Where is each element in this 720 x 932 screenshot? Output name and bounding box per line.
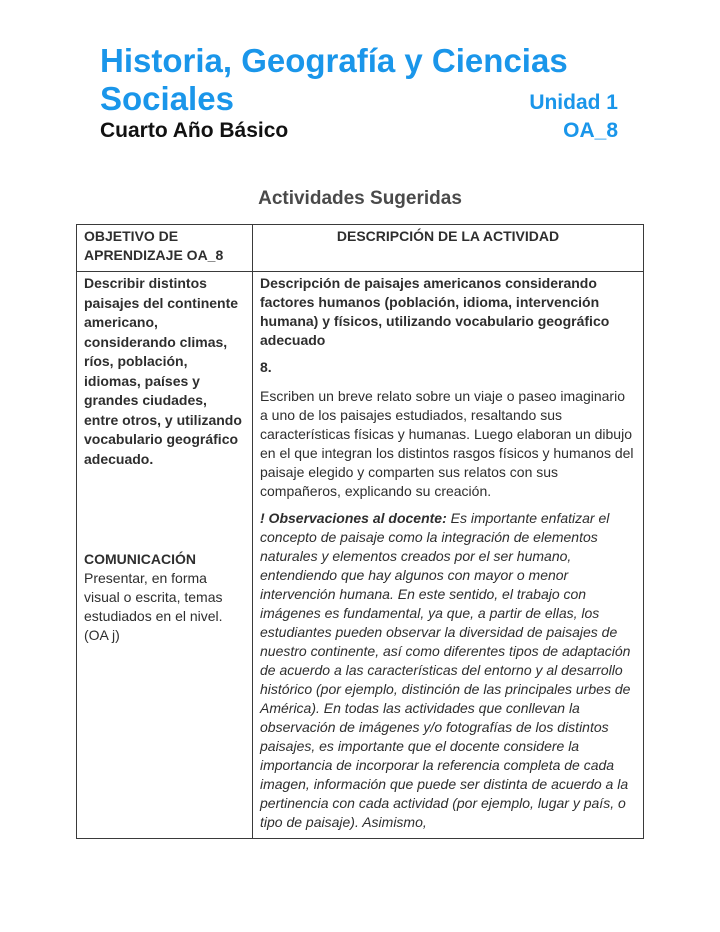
table-row bbox=[77, 272, 644, 839]
teacher-observation bbox=[260, 509, 636, 832]
section-title: Actividades Sugeridas bbox=[258, 188, 462, 209]
unit-label: Unidad 1 bbox=[529, 91, 618, 114]
skill-text: Presentar, en forma visual o escrita, temas estudiados en el nivel. (OA j) bbox=[84, 570, 223, 643]
subject-title-line1: Historia, Geografía y Ciencias bbox=[100, 42, 568, 79]
description-cell bbox=[253, 272, 644, 839]
subject-title-line2: Sociales bbox=[100, 80, 234, 117]
activity-number: 8. bbox=[260, 359, 272, 375]
activity-text: Escriben un breve relato sobre un viaje o paseo imaginario a uno de los paisajes estudiados, resaltando sus características físicas y humanas. Luego elaboran un dibujo en el que integran los distintos rasgos físicos y humanos del paisaje elegido y comparten sus relatos con sus compañeros, explicando su creación. bbox=[260, 388, 634, 499]
table-header-row bbox=[77, 225, 644, 272]
header-objective: OBJETIVO DE APRENDIZAJE OA_8 bbox=[77, 225, 253, 272]
grade-row bbox=[100, 118, 618, 144]
description-title: Descripción de paisajes americanos considerando factores humanos (población, idioma, intervención humana) y físicos, utilizando vocabulario geográfico adecuado bbox=[260, 275, 610, 348]
oa-code: OA_8 bbox=[563, 119, 618, 142]
observation-label: ! Observaciones al docente: bbox=[260, 510, 447, 526]
objective-cell bbox=[77, 272, 253, 839]
document-header bbox=[100, 42, 618, 144]
spacer bbox=[84, 469, 245, 550]
subject-title-row2 bbox=[100, 80, 618, 118]
grade-label: Cuarto Año Básico bbox=[100, 119, 289, 142]
observation-text: Es importante enfatizar el concepto de paisaje como la integración de elementos naturales y elementos creados por el ser humano, entendiendo que hay algunos con mayor o menor intervención humana. En este sentido, el trabajo con imágenes es fundamental, ya que, a partir de ellas, los estudiantes pueden observar la diversidad de paisajes de nuestro continente, así como diferentes tipos de adaptación de acuerdo a las características del entorno y al desarrollo histórico (por ejemplo, distinción de las principales urbes de América). En todas las actividades que conllevan la observación de imágenes y/o fotografías de los distintos paisajes, es importante que el docente considere la importancia de incorporar la referencia completa de cada imagen, información que puede ser distinta de acuerdo a la pertinencia con cada actividad (por ejemplo, lugar y país, o tipo de paisaje). Asimismo, bbox=[260, 510, 631, 830]
skill-title: COMUNICACIÓN bbox=[84, 551, 196, 567]
activities-table bbox=[76, 224, 644, 839]
header-description: DESCRIPCIÓN DE LA ACTIVIDAD bbox=[253, 225, 644, 272]
objective-text: Describir distintos paisajes del continente americano, considerando climas, ríos, población, idiomas, países y grandes ciudades, entre otros, y utilizando vocabulario geográfico adecuado. bbox=[84, 275, 242, 467]
